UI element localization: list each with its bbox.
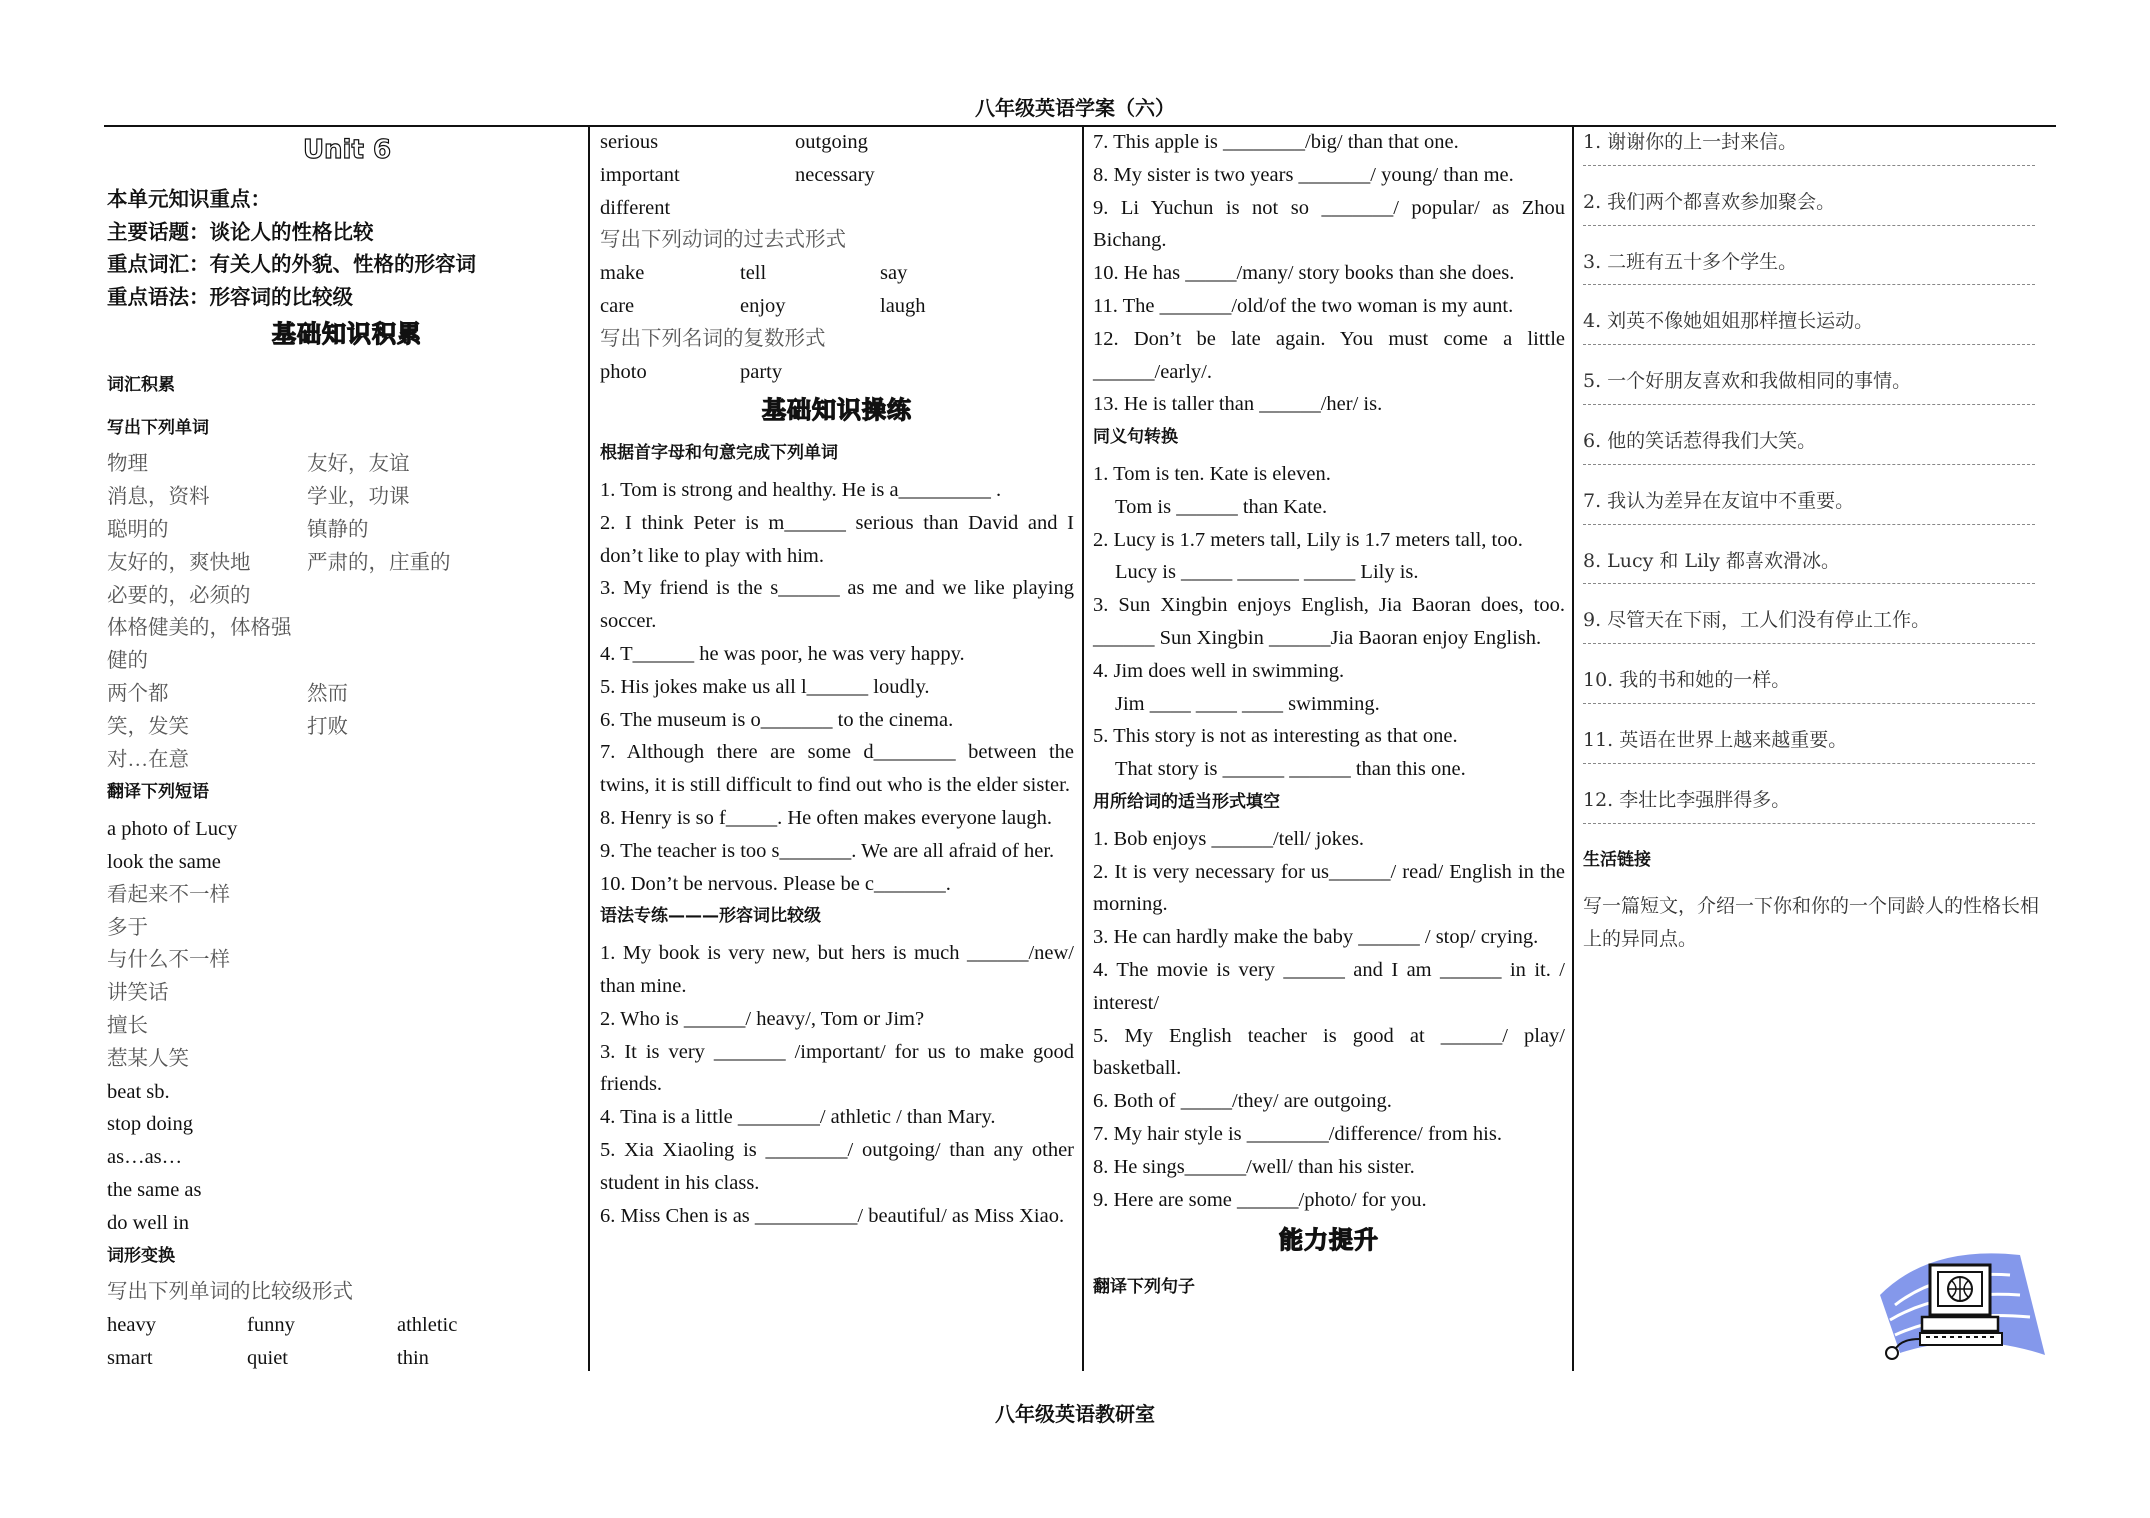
- phrase-item: look the same: [107, 850, 221, 873]
- synonym-heading: 同义句转换: [1093, 427, 1178, 448]
- exercise-item: 5. His jokes make us all l______ loudly.: [600, 675, 930, 698]
- word-item: laugh: [880, 294, 926, 317]
- exercise-item: 7. My hair style is ________/difference/ from his.: [1093, 1122, 1502, 1145]
- word-item: heavy: [107, 1314, 156, 1337]
- translation-item: 7. 我认为差异在友谊中不重要。: [1583, 489, 1855, 512]
- translation-item: 6. 他的笑话惹得我们大笑。: [1583, 429, 1817, 452]
- word-item: smart: [107, 1346, 153, 1369]
- column-4: [1583, 126, 2053, 956]
- word-item: different: [600, 196, 671, 219]
- exercise-item: 1. Tom is strong and healthy. He is a_________ .: [600, 478, 1002, 501]
- exercise-item: 1. Tom is ten. Kate is eleven.: [1093, 462, 1331, 485]
- exercise-item: 2. Who is ______/ heavy/, Tom or Jim?: [600, 1007, 925, 1030]
- translation-item: 3. 二班有五十多个学生。: [1583, 250, 1798, 273]
- phrase-item: as…as…: [107, 1146, 183, 1169]
- answer-line: [1583, 583, 2035, 584]
- exercise-item: 3. He can hardly make the baby ______ / stop/ crying.: [1093, 926, 1539, 949]
- unit-title: Unit 6: [302, 135, 392, 165]
- column-1: [107, 126, 587, 1375]
- page-header: 八年级英语学案（六）: [975, 96, 1175, 120]
- life-text: 写一篇短文，介绍一下你和你的一个同龄人的性格长相上的异同点。: [1583, 895, 2040, 951]
- answer-line: [1583, 464, 2035, 465]
- word-item: enjoy: [740, 294, 786, 317]
- translation-item: 12. 李壮比李强胖得多。: [1583, 788, 1791, 811]
- exercise-item: That story is ______ ______ than this one.: [1115, 758, 1466, 781]
- phrase-list: [107, 813, 587, 1239]
- word-item: 聪明的: [107, 518, 169, 541]
- word-item: serious: [600, 131, 659, 153]
- answer-line: [1583, 643, 2035, 644]
- exercise-item: 1. Bob enjoys ______/tell/ jokes.: [1093, 827, 1365, 850]
- word-item: party: [740, 360, 783, 383]
- exercise-item: 12. Don’t be late again. You must come a little ______/early/.: [1093, 327, 1565, 383]
- exercise-item: 13. He is taller than ______/her/ is.: [1093, 393, 1383, 416]
- wordform-heading: 词形变换: [107, 1245, 175, 1266]
- word-item: 学业，功课: [307, 486, 410, 509]
- word-item: 然而: [307, 682, 348, 705]
- column-divider: [1082, 126, 1084, 1371]
- phrase-item: 讲笑话: [107, 982, 169, 1005]
- phrase-item: 与什么不一样: [107, 949, 230, 972]
- translation-item: 5. 一个好朋友喜欢和我做相同的事情。: [1583, 370, 1912, 393]
- word-item: 物理: [107, 453, 148, 476]
- translation-item: 10. 我的书和她的一样。: [1583, 669, 1791, 692]
- word-item: 友好，友谊: [307, 453, 410, 476]
- word-item: 笑，发笑: [107, 715, 189, 738]
- exercise-item: 5. Xia Xiaoling is ________/ outgoing/ than any other student in his class.: [600, 1138, 1074, 1194]
- answer-line: [1583, 823, 2035, 824]
- word-item: tell: [740, 262, 767, 285]
- exercise-item: 2. Lucy is 1.7 meters tall, Lily is 1.7 meters tall, too.: [1093, 528, 1523, 551]
- word-item: 消息，资料: [107, 486, 210, 509]
- exercise-item: 4. T______ he was poor, he was very happy.: [600, 642, 965, 665]
- exercise-item: Jim ____ ____ ____ swimming.: [1115, 692, 1380, 715]
- section-title: 基础知识操练: [762, 396, 912, 425]
- word-item: 必要的，必须的: [107, 584, 251, 607]
- word-pairs: [107, 448, 587, 776]
- column-2: [600, 126, 1074, 1232]
- fill-heading: 用所给词的适当形式填空: [1093, 791, 1280, 812]
- word-item: necessary: [795, 163, 875, 186]
- word-item: athletic: [397, 1314, 458, 1337]
- word-item: 对…在意: [107, 748, 189, 771]
- exercise-item: 11. The _______/old/of the two woman is my aunt.: [1093, 294, 1514, 317]
- exercise-item: 4. Tina is a little ________/ athletic / than Mary.: [600, 1106, 996, 1129]
- word-item: photo: [600, 360, 647, 383]
- word-item: 严肃的，庄重的: [307, 551, 451, 574]
- phrase-item: 多于: [107, 916, 148, 939]
- answer-line: [1583, 524, 2035, 525]
- exercise-item: Lucy is _____ ______ _____ Lily is.: [1115, 561, 1419, 584]
- section-title: 基础知识积累: [272, 319, 422, 348]
- exercise-item: 5. This story is not as interesting as that one.: [1093, 725, 1458, 748]
- exercise-item: 3. Sun Xingbin enjoys English, Jia Baoran does, too. ______ Sun Xingbin ______Jia Baoran enjoy English.: [1093, 594, 1565, 649]
- answer-line: [1583, 404, 2035, 405]
- exercise-item: 5. My English teacher is good at ______/ play/ basketball.: [1093, 1024, 1565, 1080]
- answer-line: [1583, 225, 2035, 226]
- word-item: outgoing: [795, 131, 868, 153]
- exercise-item: 2. It is very necessary for us______/ read/ English in the morning.: [1093, 860, 1565, 916]
- phrase-item: 看起来不一样: [107, 883, 230, 906]
- exercise-item: 7. Although there are some d________ between the twins, it is still difficult to find out who is the elder sister.: [600, 741, 1074, 797]
- write-words-heading: 写出下列单词: [107, 417, 209, 438]
- word-item: say: [880, 262, 908, 285]
- word-item: quiet: [247, 1346, 288, 1369]
- translation-item: 4. 刘英不像她姐姐那样擅长运动。: [1583, 310, 1874, 333]
- answer-line: [1583, 703, 2035, 704]
- exercise-item: 8. My sister is two years _______/ young/ than me.: [1093, 163, 1514, 186]
- computer-clipart-icon: [1870, 1235, 2050, 1375]
- phrase-item: do well in: [107, 1211, 189, 1234]
- answer-line: [1583, 165, 2035, 166]
- phrase-item: 擅长: [107, 1014, 148, 1037]
- word-item: 友好的，爽快地: [107, 551, 251, 574]
- exercise-item: 10. Don’t be nervous. Please be c_______.: [600, 872, 951, 895]
- grammar-heading: 语法专练———形容词比较级: [600, 906, 821, 927]
- word-item: 体格健美的，体格强健的: [107, 617, 292, 673]
- translation-item: 1. 谢谢你的上一封来信。: [1583, 131, 1798, 153]
- exercise-item: 7. This apple is ________/big/ than that one.: [1093, 131, 1459, 153]
- exercise-item: 8. He sings______/well/ than his sister.: [1093, 1155, 1415, 1178]
- translation-item: 2. 我们两个都喜欢参加聚会。: [1583, 190, 1836, 213]
- column-divider: [1572, 126, 1574, 1371]
- translation-item: 9. 尽管天在下雨，工人们没有停止工作。: [1583, 609, 1931, 632]
- key-point: 重点语法：形容词的比较级: [107, 285, 353, 310]
- column-3: [1093, 126, 1565, 1304]
- word-item: thin: [397, 1346, 429, 1369]
- exercise-item: 3. My friend is the s______ as me and we like playing soccer.: [600, 577, 1074, 633]
- phrase-item: beat sb.: [107, 1080, 170, 1103]
- exercise-item: 10. He has _____/many/ story books than she does.: [1093, 262, 1515, 285]
- translation-item: 11. 英语在世界上越来越重要。: [1583, 728, 1848, 751]
- exercise-item: 8. Henry is so f_____. He often makes everyone laugh.: [600, 806, 1053, 829]
- word-item: funny: [247, 1314, 295, 1337]
- word-item: 两个都: [107, 682, 169, 705]
- word-item: care: [600, 294, 635, 317]
- key-point: 主要话题：谈论人的性格比较: [107, 219, 374, 244]
- exercise-item: 4. The movie is very ______ and I am ______ in it. / interest/: [1093, 958, 1565, 1014]
- word-item: make: [600, 262, 645, 285]
- phrase-item: the same as: [107, 1178, 202, 1201]
- answer-line: [1583, 763, 2035, 764]
- section-title: 能力提升: [1279, 1226, 1379, 1255]
- life-heading: 生活链接: [1583, 849, 1651, 870]
- exercise-item: 9. The teacher is too s_______. We are all afraid of her.: [600, 839, 1055, 862]
- word-item: important: [600, 163, 680, 186]
- exercise-item: Tom is ______ than Kate.: [1115, 495, 1328, 518]
- phrase-item: stop doing: [107, 1113, 193, 1136]
- phrase-item: a photo of Lucy: [107, 818, 238, 841]
- exercise-item: 6. Miss Chen is as __________/ beautiful/ as Miss Xiao.: [600, 1204, 1065, 1227]
- key-point: 重点词汇：有关人的外貌、性格的形容词: [107, 252, 476, 277]
- phrases-heading: 翻译下列短语: [107, 782, 209, 803]
- exercise-item: 6. Both of _____/they/ are outgoing.: [1093, 1090, 1392, 1113]
- past-instruction: 写出下列动词的过去式形式: [600, 229, 846, 252]
- vocab-heading: 词汇积累: [107, 374, 175, 395]
- plural-instruction: 写出下列名词的复数形式: [600, 327, 826, 350]
- exercise-item: 6. The museum is o_______ to the cinema.: [600, 708, 954, 731]
- answer-line: [1583, 344, 2035, 345]
- key-point: 本单元知识重点：: [107, 186, 271, 211]
- exercise-item: 9. Li Yuchun is not so _______/ popular/ as Zhou Bichang.: [1093, 196, 1565, 252]
- word-item: 打败: [307, 715, 348, 738]
- exercise-item: 1. My book is very new, but hers is much ______/new/ than mine.: [600, 942, 1074, 997]
- phrase-item: 惹某人笑: [107, 1047, 189, 1070]
- comparative-instruction: 写出下列单词的比较级形式: [107, 1281, 353, 1304]
- initials-heading: 根据首字母和句意完成下列单词: [600, 443, 838, 464]
- exercise-item: 4. Jim does well in swimming.: [1093, 659, 1345, 682]
- translate-heading: 翻译下列句子: [1093, 1277, 1195, 1298]
- page-footer: 八年级英语教研室: [995, 1402, 1155, 1426]
- column-divider: [588, 126, 590, 1371]
- word-item: 镇静的: [307, 518, 369, 541]
- exercise-item: 2. I think Peter is m______ serious than David and I don’t like to play with him.: [600, 511, 1074, 567]
- answer-line: [1583, 284, 2035, 285]
- exercise-item: 3. It is very _______ /important/ for us to make good friends.: [600, 1040, 1074, 1096]
- exercise-item: 9. Here are some ______/photo/ for you.: [1093, 1188, 1427, 1211]
- translation-item: 8. Lucy 和 Lily 都喜欢滑冰。: [1583, 549, 1841, 572]
